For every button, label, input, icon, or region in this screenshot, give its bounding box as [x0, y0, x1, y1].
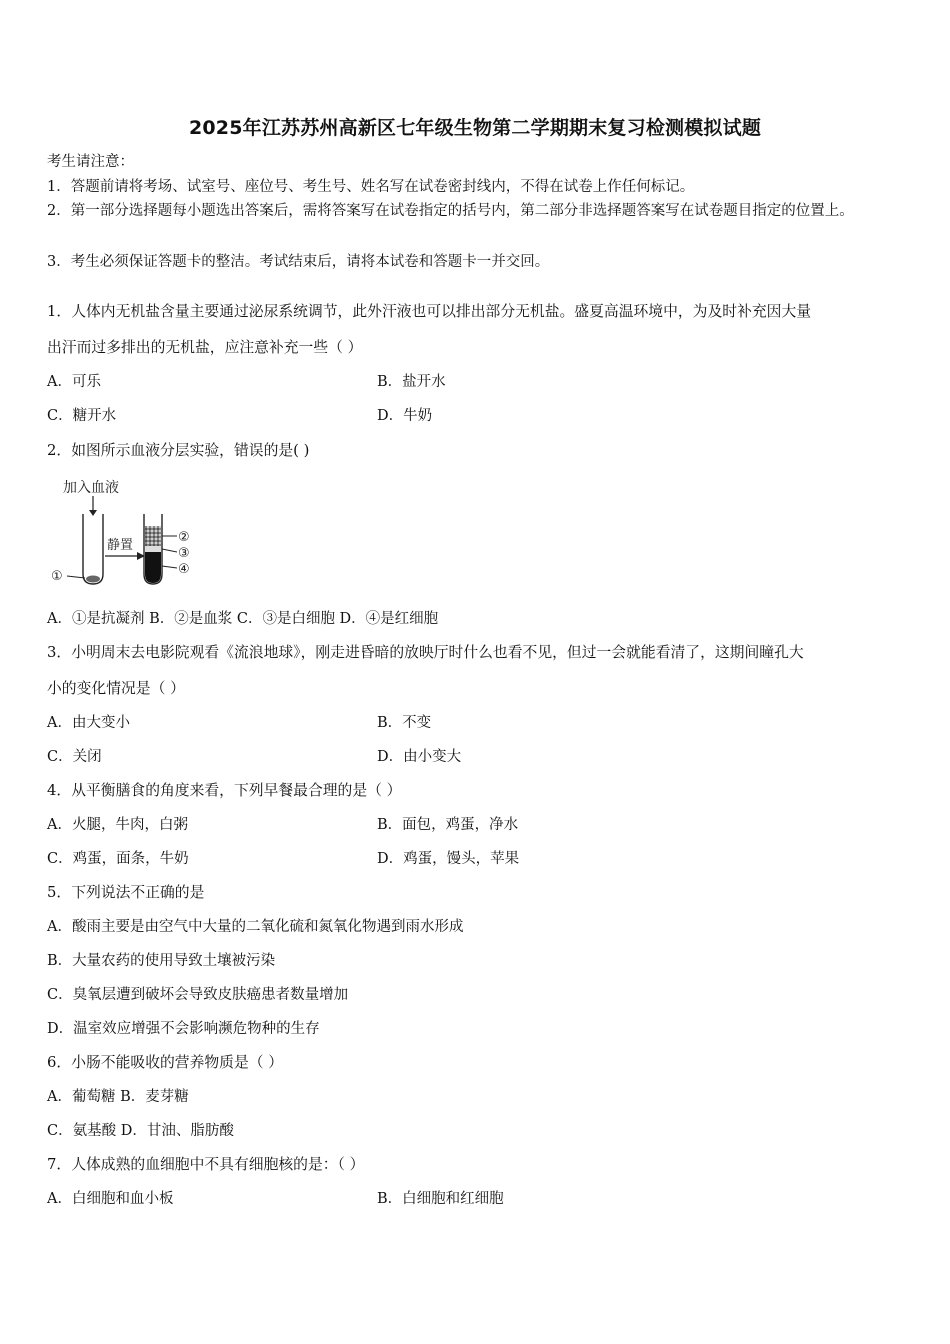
q5-stem: 5．下列说法不正确的是	[47, 884, 205, 901]
fig-add-blood-label: 加入血液	[63, 480, 119, 496]
test-tube-left	[83, 514, 103, 584]
q3-option-d: D．由小变大	[377, 749, 462, 765]
q4-stem: 4．从平衡膳食的角度来看，下列早餐最合理的是（ ）	[47, 782, 402, 799]
q1-stem-line1: 1．人体内无机盐含量主要通过泌尿系统调节，此外汗液也可以排出部分无机盐。盛夏高温环境中，为及时补充因大量	[47, 303, 812, 320]
q7-stem: 7．人体成熟的血细胞中不具有细胞核的是：（ ）	[47, 1156, 365, 1173]
q7-option-a: A．白细胞和血小板	[47, 1191, 174, 1207]
q5-option-a: A．酸雨主要是由空气中大量的二氧化硫和氮氧化物遇到雨水形成	[47, 919, 464, 935]
q1-option-b: B．盐开水	[377, 374, 446, 390]
notice-item-2: 2．第一部分选择题每小题选出答案后，需将答案写在试卷指定的括号内，第二部分非选择题答案写在试卷题目指定的位置上。	[47, 203, 854, 219]
q3-stem-line2: 小的变化情况是（ ）	[47, 680, 185, 697]
q4-option-a: A．火腿，牛肉，白粥	[47, 817, 188, 833]
q5-option-d: D．温室效应增强不会影响濒危物种的生存	[47, 1021, 320, 1037]
q3-option-a: A．由大变小	[47, 715, 130, 731]
q1-option-a: A．可乐	[47, 374, 101, 390]
fig-label-2: ②	[178, 530, 190, 545]
q4-option-c: C．鸡蛋，面条，牛奶	[47, 851, 189, 867]
q6-options-cd: C．氨基酸 D．甘油、脂肪酸	[47, 1123, 234, 1139]
q6-stem: 6．小肠不能吸收的营养物质是（ ）	[47, 1054, 284, 1071]
fig-settle-label: 静置	[107, 538, 134, 553]
page-title: 2025年江苏苏州高新区七年级生物第二学期期末复习检测模拟试题	[188, 117, 762, 139]
q5-option-c: C．臭氧层遭到破坏会导致皮肤癌患者数量增加	[47, 987, 349, 1003]
blood-layer-figure	[47, 478, 207, 594]
q6-options-ab: A．葡萄糖 B．麦芽糖	[47, 1089, 189, 1105]
notice-item-1: 1．答题前请将考场、试室号、座位号、考生号、姓名写在试卷密封线内，不得在试卷上作任何标记。	[47, 179, 695, 195]
notice-heading: 考生请注意：	[47, 154, 134, 170]
red-cell-layer	[145, 552, 161, 583]
q3-option-c: C．关闭	[47, 749, 102, 765]
white-cell-layer	[145, 546, 161, 552]
anticoagulant-layer	[86, 576, 100, 583]
q4-option-d: D．鸡蛋，馒头，苹果	[377, 851, 520, 867]
q7-option-b: B．白细胞和红细胞	[377, 1191, 504, 1207]
q2-options: A．①是抗凝剂 B．②是血浆 C．③是白细胞 D．④是红细胞	[47, 611, 439, 627]
q3-stem-line1: 3．小明周末去电影院观看《流浪地球》，刚走进昏暗的放映厅时什么也看不见，但过一会就能看清了，这期间瞳孔大	[47, 644, 804, 661]
q1-option-c: C．糖开水	[47, 408, 117, 424]
fig-label-4: ④	[178, 562, 190, 577]
fig-label-3: ③	[178, 546, 190, 561]
blood-experiment-diagram	[47, 478, 207, 590]
q1-option-d: D．牛奶	[377, 408, 433, 424]
q2-stem: 2．如图所示血液分层实验，错误的是( )	[47, 442, 310, 459]
q1-stem-line2: 出汗而过多排出的无机盐，应注意补充一些（ ）	[47, 339, 363, 356]
notice-item-3: 3．考生必须保证答题卡的整洁。考试结束后，请将本试卷和答题卡一并交回。	[47, 254, 550, 270]
q4-option-b: B．面包，鸡蛋，净水	[377, 817, 519, 833]
q5-option-b: B．大量农药的使用导致土壤被污染	[47, 953, 276, 969]
q3-option-b: B．不变	[377, 715, 432, 731]
fig-label-1: ①	[51, 569, 63, 584]
